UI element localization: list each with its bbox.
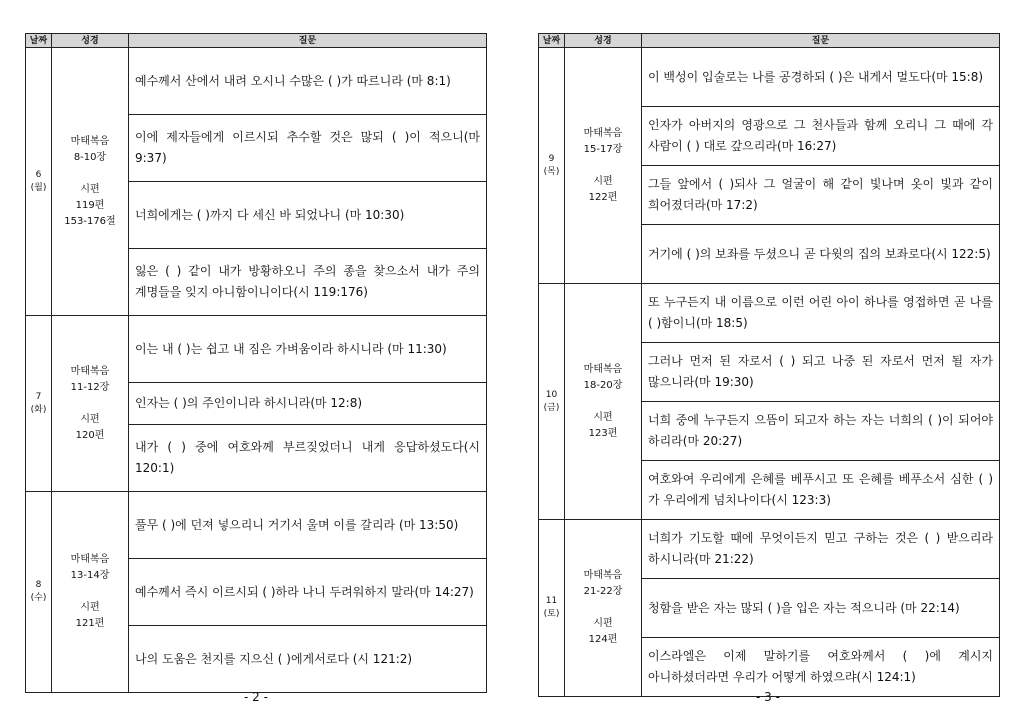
bible-cell: [565, 520, 642, 697]
table-row: [26, 492, 487, 559]
header-row: [539, 34, 1000, 48]
page-left: [25, 33, 487, 693]
book-chapters: 15-17장: [583, 143, 623, 155]
date-cell: [26, 316, 52, 492]
book-chapters: 21-22장: [583, 586, 623, 597]
header-row: [26, 34, 487, 48]
question-cell: 인자가 아버지의 영광으로 그 천사들과 함께 오리니 그 때에 각 사람이 ( ) 대로 갚으리라(마 16:27): [642, 107, 1000, 166]
header-bible: 성경: [52, 34, 129, 48]
book-name: 마태복음: [583, 363, 623, 375]
quiz-table-left: [25, 33, 487, 693]
psalm-verses: 153-176절: [64, 215, 116, 227]
page-number-right: - 3 -: [756, 690, 780, 704]
bible-cell: [565, 284, 642, 520]
question-cell: 인자는 ( )의 주인이니라 하시니라(마 12:8): [129, 383, 487, 425]
date-cell: [26, 48, 52, 316]
day-number: 7: [35, 391, 42, 402]
psalm-chapters: 124편: [588, 634, 618, 645]
table-row: [539, 520, 1000, 579]
question-cell: 예수께서 산에서 내려 오시니 수많은 ( )가 따르니라 (마 8:1): [129, 48, 487, 115]
table-row: [539, 48, 1000, 107]
psalm-chapters: 121편: [75, 618, 105, 629]
psalm-chapters: 122편: [588, 191, 618, 203]
date-cell: [539, 284, 565, 520]
question-cell: 풀무 ( )에 던져 넣으리니 거기서 울며 이를 갈리라 (마 13:50): [129, 492, 487, 559]
psalm-label: 시편: [80, 413, 100, 425]
header-question: 질문: [129, 34, 487, 48]
page-number-left: - 2 -: [244, 690, 268, 704]
psalm-label: 시편: [593, 175, 613, 187]
date-cell: [539, 48, 565, 284]
question-cell: 그러나 먼저 된 자로서 ( ) 되고 나중 된 자로서 먼저 될 자가 많으니라(마 19:30): [642, 343, 1000, 402]
question-cell: 너희가 기도할 때에 무엇이든지 믿고 구하는 것은 ( ) 받으리라 하시니라(마 21:22): [642, 520, 1000, 579]
question-cell: 너희 중에 누구든지 으뜸이 되고자 하는 자는 너희의 ( )이 되어야 하리라(마 20:27): [642, 402, 1000, 461]
table-row: [539, 284, 1000, 343]
bible-cell: [52, 492, 129, 693]
question-cell: 이스라엘은 이제 말하기를 여호와께서 ( )에 계시지 아니하셨더라면 우리가 어떻게 하였으랴(시 124:1): [642, 638, 1000, 697]
question-cell: 청함을 받은 자는 많되 ( )을 입은 자는 적으니라 (마 22:14): [642, 579, 1000, 638]
question-cell: 내가 ( ) 중에 여호와께 부르짖었더니 내게 응답하셨도다(시 120:1): [129, 425, 487, 492]
question-cell: 여호와여 우리에게 은혜를 베푸시고 또 은혜를 베푸소서 심한 ( )가 우리에게 넘치나이다(시 123:3): [642, 461, 1000, 520]
weekday: (월): [30, 182, 47, 193]
table-row: [26, 48, 487, 115]
psalm-label: 시편: [593, 411, 613, 423]
question-cell: 너희에게는 ( )까지 다 세신 바 되었나니 (마 10:30): [129, 182, 487, 249]
question-cell: 이 백성이 입술로는 나를 공경하되 ( )은 내게서 멀도다(마 15:8): [642, 48, 1000, 107]
weekday: (목): [543, 166, 560, 177]
question-cell: 그들 앞에서 ( )되사 그 얼굴이 해 같이 빛나며 옷이 빛과 같이 희어졌더라(마 17:2): [642, 166, 1000, 225]
day-number: 8: [35, 580, 42, 590]
book-chapters: 13-14장: [70, 570, 110, 581]
bible-cell: [52, 316, 129, 492]
question-cell: 잃은 ( ) 같이 내가 방황하오니 주의 종을 찾으소서 내가 주의 계명들을 잊지 아니함이니이다(시 119:176): [129, 249, 487, 316]
book-chapters: 18-20장: [583, 379, 623, 391]
date-cell: [26, 492, 52, 693]
bible-cell: [52, 48, 129, 316]
question-cell: 또 누구든지 내 이름으로 이런 어린 아이 하나를 영접하면 곧 나를 ( )함이니(마 18:5): [642, 284, 1000, 343]
question-cell: 나의 도움은 천지를 지으신 ( )에게서로다 (시 121:2): [129, 626, 487, 693]
book-name: 마태복음: [70, 554, 110, 565]
psalm-chapters: 123편: [588, 427, 618, 439]
book-name: 마태복음: [70, 365, 110, 377]
day-number: 6: [35, 169, 42, 180]
question-cell: 거기에 ( )의 보좌를 두셨으니 곧 다윗의 집의 보좌로다(시 122:5): [642, 225, 1000, 284]
weekday: (화): [30, 404, 47, 415]
question-cell: 이는 내 ( )는 쉽고 내 짐은 가벼움이라 하시니라 (마 11:30): [129, 316, 487, 383]
question-cell: 이에 제자들에게 이르시되 추수할 것은 많되 ( )이 적으니(마 9:37): [129, 115, 487, 182]
weekday: (토): [543, 609, 560, 619]
weekday: (수): [30, 593, 47, 603]
book-chapters: 11-12장: [70, 381, 110, 393]
page-right: [538, 33, 1000, 697]
day-number: 9: [548, 153, 555, 164]
day-number: 10: [545, 389, 558, 400]
psalm-label: 시편: [80, 183, 100, 195]
header-date: 날짜: [26, 34, 52, 48]
header-bible: 성경: [565, 34, 642, 48]
psalm-label: 시편: [593, 618, 613, 629]
question-cell: 예수께서 즉시 이르시되 ( )하라 나니 두려워하지 말라(마 14:27): [129, 559, 487, 626]
header-date: 날짜: [539, 34, 565, 48]
table-row: [26, 316, 487, 383]
bible-cell: [565, 48, 642, 284]
day-number: 11: [545, 596, 558, 606]
psalm-chapters: 120편: [75, 429, 105, 441]
book-name: 마태복음: [70, 135, 110, 147]
psalm-chapters: 119편: [75, 199, 105, 211]
date-cell: [539, 520, 565, 697]
book-name: 마태복음: [583, 570, 623, 581]
book-name: 마태복음: [583, 127, 623, 139]
psalm-label: 시편: [80, 602, 100, 613]
weekday: (금): [543, 402, 560, 413]
book-chapters: 8-10장: [73, 151, 107, 163]
header-question: 질문: [642, 34, 1000, 48]
quiz-table-right: [538, 33, 1000, 697]
